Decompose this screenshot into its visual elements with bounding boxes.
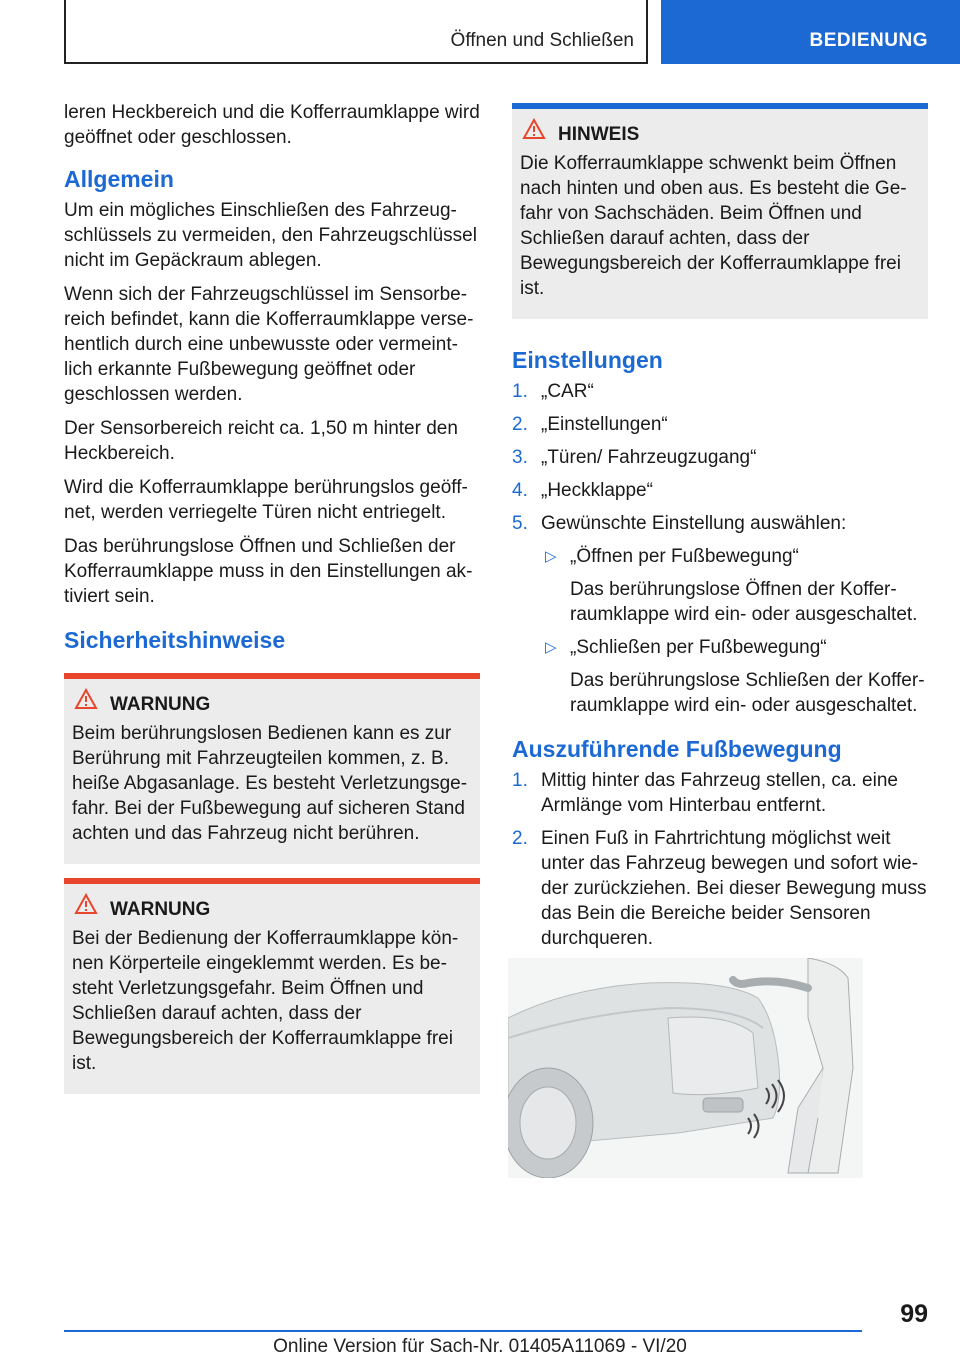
header-section-title: Öffnen und Schließen <box>450 30 634 51</box>
option-title: „Öffnen per Fußbewegung“ <box>570 546 799 567</box>
left-column <box>64 100 480 1094</box>
warning-text: Bei der Bedienung der Kofferraumklappe können Körperteile eingeklemmt werden. Es besteht Verletzungsgefahr. Beim Öffnen und Schließen darauf achten, dass der Bewegungsbereich der Kofferraumklappe frei ist. <box>72 928 459 1074</box>
triangle-bullet-icon: ▷ <box>545 639 557 656</box>
step-text: Einen Fuß in Fahrtrichtung möglichst weit unter das Fahrzeug bewegen und sofort wieder zurückziehen. Bei dieser Bewegung muss das Bein die Bereiche beider Sensoren durchqueren. <box>541 828 927 949</box>
warning-box <box>64 878 480 1094</box>
step-number: 1. <box>512 381 528 402</box>
note-title: HINWEIS <box>558 124 640 145</box>
step-number: 5. <box>512 513 528 534</box>
warning-icon <box>74 688 98 710</box>
option-description: Das berührungslose Schließen der Kofferraumklappe wird ein- oder ausgeschaltet. <box>570 670 925 716</box>
list-item <box>512 768 928 818</box>
paragraph: Der Sensorbereich reicht ca. 1,50 m hinter den Heckbereich. <box>64 418 458 464</box>
list-item <box>541 635 928 718</box>
list-item <box>512 826 928 951</box>
sub-options <box>541 544 928 718</box>
heading-sicherheitshinweise: Sicherheitshinweise <box>64 627 286 653</box>
step-text: „Einstellungen“ <box>541 414 668 435</box>
list-item <box>541 544 928 627</box>
heading-allgemein: Allgemein <box>64 166 174 192</box>
warning-icon <box>74 893 98 915</box>
paragraph: Wenn sich der Fahrzeugschlüssel im Sensorbereich befindet, kann die Kofferraumklappe versehentlich durch eine unbewusste oder vermeintlich erkannte Fußbewegung geöffnet oder geschlossen werden. <box>64 284 474 405</box>
foot-gesture-illustration <box>508 958 863 1178</box>
option-title: „Schließen per Fußbewegung“ <box>570 637 827 658</box>
list-item <box>512 445 928 470</box>
intro-paragraph: leren Heckbereich und die Kofferraumklappe wird geöffnet oder geschlossen. <box>64 102 480 148</box>
step-number: 4. <box>512 480 528 501</box>
step-number: 1. <box>512 770 528 791</box>
step-number: 3. <box>512 447 528 468</box>
page-number: 99 <box>900 1300 928 1328</box>
step-text: „CAR“ <box>541 381 594 402</box>
step-text: Mittig hinter das Fahrzeug stellen, ca. eine Armlänge vom Hinterbau entfernt. <box>541 770 898 816</box>
warning-icon <box>522 118 546 140</box>
list-item <box>512 379 928 404</box>
right-column <box>512 103 928 959</box>
list-item <box>512 478 928 503</box>
step-number: 2. <box>512 414 528 435</box>
paragraph: Wird die Kofferraumklappe berührungslos geöffnet, werden verriegelte Türen nicht entriegelt. <box>64 477 468 523</box>
step-text: Gewünschte Einstellung auswählen: <box>541 513 847 534</box>
note-text: Die Kofferraumklappe schwenkt beim Öffnen nach hinten und oben aus. Es besteht die Gefahr von Sachschäden. Beim Öffnen und Schließen darauf achten, dass der Bewegungsbereich der Kofferraumklappe frei ist. <box>520 153 907 299</box>
warning-text: Beim berührungslosen Bedienen kann es zur Berührung mit Fahrzeugteilen kommen, z. B. heiße Abgasanlage. Es besteht Verletzungsgefahr. Bei der Fußbewegung auf sicheren Stand achten und das Fahrzeug nicht berühren. <box>72 723 468 844</box>
heading-fussbewegung: Auszuführende Fußbewegung <box>512 736 842 762</box>
step-text: „Türen/ Fahrzeugzugang“ <box>541 447 757 468</box>
car-rear-illustration <box>508 958 863 1178</box>
paragraph: Das berührungslose Öffnen und Schließen der Kofferraumklappe muss in den Einstellungen aktiviert sein. <box>64 536 473 607</box>
step-number: 2. <box>512 828 528 849</box>
settings-steps <box>512 379 928 718</box>
list-item <box>512 511 928 718</box>
warning-box <box>64 673 480 864</box>
foot-steps <box>512 768 928 951</box>
header-chapter-tab <box>661 0 960 64</box>
heading-einstellungen: Einstellungen <box>512 347 663 373</box>
header-chapter-title: BEDIENUNG <box>809 30 928 51</box>
note-box <box>512 103 928 319</box>
triangle-bullet-icon: ▷ <box>545 548 557 565</box>
warning-title: WARNUNG <box>110 694 211 715</box>
option-description: Das berührungslose Öffnen der Kofferraumklappe wird ein- oder ausgeschaltet. <box>570 579 918 625</box>
step-text: „Heckklappe“ <box>541 480 653 501</box>
footer-text: Online Version für Sach-Nr. 01405A11069 - VI/20 <box>273 1336 687 1357</box>
header-section-box <box>64 0 648 64</box>
list-item <box>512 412 928 437</box>
footer-divider <box>64 1330 862 1332</box>
warning-title: WARNUNG <box>110 899 211 920</box>
paragraph: Um ein mögliches Einschließen des Fahrzeugschlüssels zu vermeiden, den Fahrzeugschlüssel nicht im Gepäckraum ablegen. <box>64 200 477 271</box>
